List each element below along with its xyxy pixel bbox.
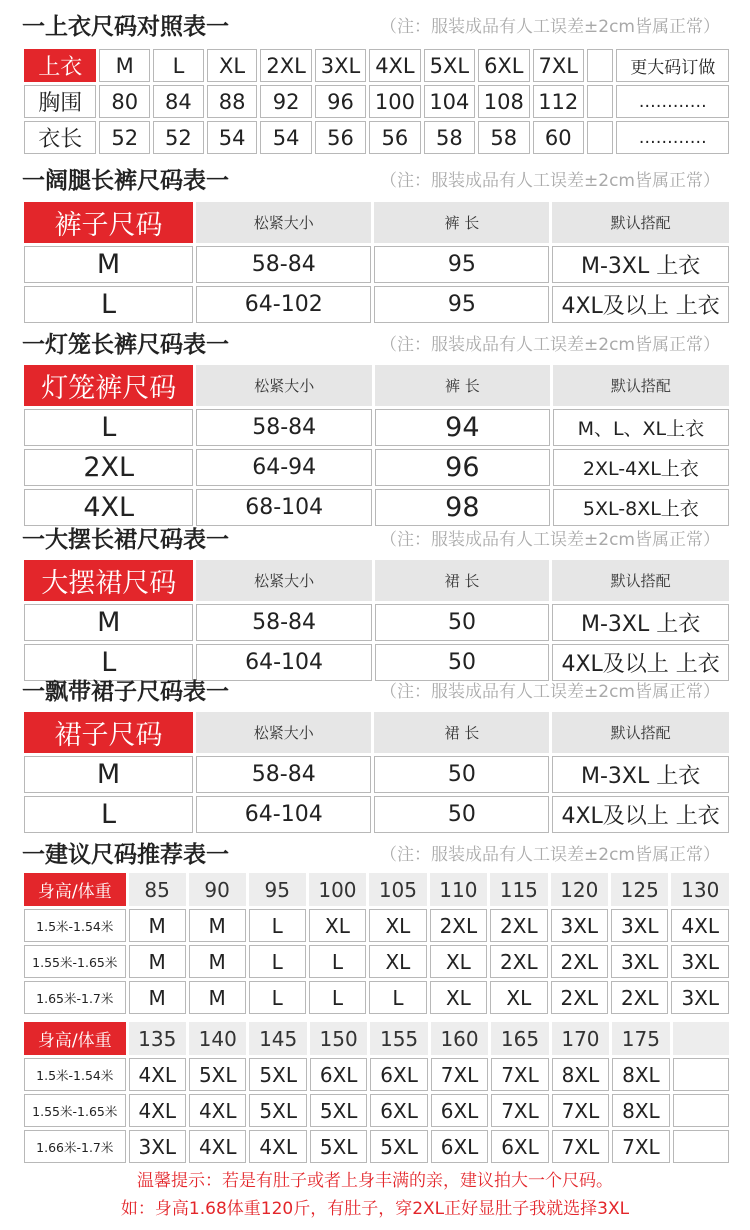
tops-header-cell bbox=[587, 49, 614, 82]
lantern-pants-waist: 68-104 bbox=[196, 489, 371, 526]
wide-pants-header-cell: 松紧大小 bbox=[196, 202, 371, 243]
tops-header-cell: L bbox=[153, 49, 204, 82]
recommend-1-size: 2XL bbox=[551, 981, 608, 1014]
lantern-pants-waist: 64-94 bbox=[196, 449, 371, 486]
recommend-2-size: 5XL bbox=[370, 1130, 427, 1163]
lantern-pants-size: 2XL bbox=[24, 449, 193, 486]
tops-cell: 56 bbox=[315, 121, 366, 154]
tip-line-2: 如：身高1.68体重120斤，有肚子，穿2XL正好显肚子我就选择3XL bbox=[120, 1199, 630, 1219]
tops-cell bbox=[587, 85, 614, 118]
recommend-2-size: 4XL bbox=[249, 1130, 306, 1163]
swing-skirt-row bbox=[24, 604, 729, 641]
recommend-1-size: XL bbox=[369, 945, 426, 978]
ribbon-skirt-waist: 58-84 bbox=[196, 756, 371, 793]
recommend-2-weight: 150 bbox=[310, 1022, 367, 1055]
recommend-1-size: 2XL bbox=[430, 909, 487, 942]
recommend-1-size: XL bbox=[490, 981, 547, 1014]
swing-skirt-section-title: 一大摆长裙尺码表一 bbox=[22, 527, 229, 553]
recommend-1-size: M bbox=[189, 981, 246, 1014]
recommend-2-size: 7XL bbox=[431, 1058, 488, 1091]
recommend-2-size: 6XL bbox=[370, 1094, 427, 1127]
recommend-2-size: 5XL bbox=[310, 1130, 367, 1163]
lantern-pants-size-table bbox=[21, 362, 732, 529]
tops-header-cell: 5XL bbox=[424, 49, 475, 82]
recommend-1-height: 1.5米-1.54米 bbox=[24, 909, 126, 942]
swing-skirt-header-cell: 松紧大小 bbox=[196, 560, 371, 601]
ribbon-skirt-length: 50 bbox=[374, 756, 549, 793]
recommend-1-row bbox=[24, 945, 729, 978]
recommend-1-weight: 105 bbox=[369, 873, 426, 906]
recommend-table-1 bbox=[21, 870, 732, 1017]
ribbon-skirt-section-title: 一飘带裙子尺码表一 bbox=[22, 679, 229, 705]
recommend-2-size bbox=[673, 1058, 729, 1091]
recommend-1-height: 1.65米-1.7米 bbox=[24, 981, 126, 1014]
recommend-1-size: L bbox=[369, 981, 426, 1014]
wide-pants-waist: 64-102 bbox=[196, 286, 371, 323]
recommend-1-size: L bbox=[249, 981, 306, 1014]
lantern-pants-length: 96 bbox=[375, 449, 550, 486]
recommend-2-size bbox=[673, 1130, 729, 1163]
recommend-1-size: 3XL bbox=[671, 981, 729, 1014]
recommend-1-size: 3XL bbox=[611, 909, 668, 942]
tops-row-label: 衣长 bbox=[24, 121, 96, 154]
recommend-2-height: 1.66米-1.7米 bbox=[24, 1130, 126, 1163]
wide-pants-header-cell: 默认搭配 bbox=[552, 202, 729, 243]
tops-cell: 54 bbox=[260, 121, 311, 154]
recommend-1-size: M bbox=[129, 909, 186, 942]
recommend-2-size: 6XL bbox=[310, 1058, 367, 1091]
recommend-2-size: 3XL bbox=[129, 1130, 186, 1163]
lantern-pants-section-note: （注：服装成品有人工误差±2cm皆属正常） bbox=[380, 335, 720, 355]
tops-cell: 54 bbox=[207, 121, 258, 154]
lantern-pants-section-title: 一灯笼长裤尺码表一 bbox=[22, 332, 229, 358]
recommend-2-weight: 165 bbox=[491, 1022, 548, 1055]
recommend-2-size: 4XL bbox=[129, 1094, 186, 1127]
recommend-1-size: 2XL bbox=[490, 909, 547, 942]
recommend-2-size: 4XL bbox=[189, 1130, 246, 1163]
recommend-1-size: M bbox=[189, 909, 246, 942]
recommend-1-size: 2XL bbox=[490, 945, 547, 978]
recommend-2-row bbox=[24, 1094, 729, 1127]
recommend-2-weight: 145 bbox=[249, 1022, 306, 1055]
recommend-2-size: 8XL bbox=[612, 1058, 669, 1091]
recommend-2-weight: 160 bbox=[431, 1022, 488, 1055]
swing-skirt-match: M-3XL 上衣 bbox=[552, 604, 729, 641]
wide-pants-header-label: 裤子尺码 bbox=[24, 202, 193, 243]
wide-pants-match: M-3XL 上衣 bbox=[552, 246, 729, 283]
tops-cell: 80 bbox=[99, 85, 150, 118]
ribbon-skirt-row bbox=[24, 796, 729, 833]
recommend-2-weight: 155 bbox=[370, 1022, 427, 1055]
recommend-1-height: 1.55米-1.65米 bbox=[24, 945, 126, 978]
tops-header-cell: 7XL bbox=[533, 49, 584, 82]
swing-skirt-length: 50 bbox=[375, 604, 550, 641]
tops-cell: 112 bbox=[533, 85, 584, 118]
ribbon-skirt-size: L bbox=[24, 796, 193, 833]
tops-cell: 88 bbox=[207, 85, 258, 118]
ribbon-skirt-waist: 64-104 bbox=[196, 796, 371, 833]
ribbon-skirt-header-cell: 松紧大小 bbox=[196, 712, 371, 753]
ribbon-skirt-section-note: （注：服装成品有人工误差±2cm皆属正常） bbox=[380, 682, 720, 702]
recommend-2-size: 7XL bbox=[491, 1058, 548, 1091]
recommend-table-2 bbox=[21, 1019, 732, 1166]
swing-skirt-size-table bbox=[21, 557, 732, 684]
tops-cell: 84 bbox=[153, 85, 204, 118]
recommend-2-weight: 175 bbox=[612, 1022, 669, 1055]
lantern-pants-header-cell: 默认搭配 bbox=[553, 365, 729, 406]
tops-cell: 52 bbox=[99, 121, 150, 154]
wide-pants-length: 95 bbox=[374, 286, 549, 323]
tops-cell-dots: ………… bbox=[616, 85, 729, 118]
swing-skirt-length: 50 bbox=[375, 644, 550, 681]
recommend-1-size: M bbox=[129, 981, 186, 1014]
wide-pants-section-note: （注：服装成品有人工误差±2cm皆属正常） bbox=[380, 171, 720, 191]
tops-cell: 60 bbox=[533, 121, 584, 154]
swing-skirt-header-row bbox=[24, 560, 729, 601]
tops-header-cell: 4XL bbox=[369, 49, 420, 82]
recommend-2-size: 4XL bbox=[129, 1058, 186, 1091]
tops-cell: 108 bbox=[478, 85, 529, 118]
swing-skirt-waist: 64-104 bbox=[196, 644, 371, 681]
swing-skirt-size: M bbox=[24, 604, 193, 641]
swing-skirt-match: 4XL及以上 上衣 bbox=[552, 644, 729, 681]
recommend-1-header-row bbox=[24, 873, 729, 906]
ribbon-skirt-header-row bbox=[24, 712, 729, 753]
wide-pants-size: M bbox=[24, 246, 193, 283]
lantern-pants-match: M、L、XL上衣 bbox=[553, 409, 729, 446]
recommend-section-note: （注：服装成品有人工误差±2cm皆属正常） bbox=[380, 845, 720, 865]
lantern-pants-row bbox=[24, 489, 729, 526]
recommend-2-size: 6XL bbox=[431, 1094, 488, 1127]
tops-cell: 58 bbox=[478, 121, 529, 154]
recommend-1-size: M bbox=[189, 945, 246, 978]
wide-pants-match: 4XL及以上 上衣 bbox=[552, 286, 729, 323]
recommend-2-size: 4XL bbox=[189, 1094, 246, 1127]
recommend-1-row bbox=[24, 909, 729, 942]
recommend-2-height: 1.55米-1.65米 bbox=[24, 1094, 126, 1127]
ribbon-skirt-match: M-3XL 上衣 bbox=[552, 756, 729, 793]
tops-section-title: 一上衣尺码对照表一 bbox=[22, 14, 229, 40]
recommend-1-weight: 110 bbox=[430, 873, 487, 906]
recommend-2-weight: 135 bbox=[129, 1022, 186, 1055]
wide-pants-row bbox=[24, 286, 729, 323]
swing-skirt-header-cell: 裙 长 bbox=[375, 560, 550, 601]
recommend-2-size: 6XL bbox=[370, 1058, 427, 1091]
tops-section-note: （注：服装成品有人工误差±2cm皆属正常） bbox=[380, 17, 720, 37]
wide-pants-length: 95 bbox=[374, 246, 549, 283]
lantern-pants-header-row bbox=[24, 365, 729, 406]
lantern-pants-size: L bbox=[24, 409, 193, 446]
tops-header-cell: XL bbox=[207, 49, 258, 82]
recommend-2-size: 5XL bbox=[249, 1058, 306, 1091]
ribbon-skirt-size-table bbox=[21, 709, 732, 836]
wide-pants-waist: 58-84 bbox=[196, 246, 371, 283]
tops-cell: 96 bbox=[315, 85, 366, 118]
wide-pants-size-table bbox=[21, 199, 732, 326]
wide-pants-header-cell: 裤 长 bbox=[374, 202, 549, 243]
recommend-1-size: XL bbox=[430, 945, 487, 978]
tops-cell: 56 bbox=[369, 121, 420, 154]
ribbon-skirt-header-cell: 裙 长 bbox=[374, 712, 549, 753]
tops-header-custom: 更大码订做 bbox=[616, 49, 729, 82]
lantern-pants-size: 4XL bbox=[24, 489, 193, 526]
ribbon-skirt-match: 4XL及以上 上衣 bbox=[552, 796, 729, 833]
ribbon-skirt-length: 50 bbox=[374, 796, 549, 833]
recommend-1-size: M bbox=[129, 945, 186, 978]
recommend-2-size: 6XL bbox=[431, 1130, 488, 1163]
lantern-pants-waist: 58-84 bbox=[196, 409, 371, 446]
ribbon-skirt-size: M bbox=[24, 756, 193, 793]
tops-header-cell: 3XL bbox=[315, 49, 366, 82]
swing-skirt-size: L bbox=[24, 644, 193, 681]
lantern-pants-length: 94 bbox=[375, 409, 550, 446]
recommend-2-size bbox=[673, 1094, 729, 1127]
recommend-1-weight: 90 bbox=[189, 873, 246, 906]
recommend-1-size: 2XL bbox=[551, 945, 608, 978]
tops-row-length bbox=[24, 121, 729, 154]
ribbon-skirt-row bbox=[24, 756, 729, 793]
lantern-pants-length: 98 bbox=[375, 489, 550, 526]
tops-header-row bbox=[24, 49, 729, 82]
lantern-pants-header-label: 灯笼裤尺码 bbox=[24, 365, 193, 406]
recommend-2-size: 7XL bbox=[552, 1094, 609, 1127]
recommend-1-size: L bbox=[249, 909, 306, 942]
recommend-1-weight: 95 bbox=[249, 873, 306, 906]
recommend-2-row bbox=[24, 1058, 729, 1091]
tops-cell: 100 bbox=[369, 85, 420, 118]
lantern-pants-match: 5XL-8XL上衣 bbox=[553, 489, 729, 526]
wide-pants-size: L bbox=[24, 286, 193, 323]
recommend-2-size: 7XL bbox=[491, 1094, 548, 1127]
recommend-2-size: 6XL bbox=[491, 1130, 548, 1163]
tops-cell bbox=[587, 121, 614, 154]
wide-pants-header-row bbox=[24, 202, 729, 243]
recommend-1-size: XL bbox=[369, 909, 426, 942]
recommend-1-weight: 85 bbox=[129, 873, 186, 906]
recommend-1-size: XL bbox=[309, 909, 366, 942]
swing-skirt-waist: 58-84 bbox=[196, 604, 371, 641]
lantern-pants-row bbox=[24, 449, 729, 486]
recommend-1-size: 3XL bbox=[551, 909, 608, 942]
tops-cell: 58 bbox=[424, 121, 475, 154]
recommend-1-size: XL bbox=[430, 981, 487, 1014]
tops-row-bust bbox=[24, 85, 729, 118]
recommend-1-size: 3XL bbox=[611, 945, 668, 978]
recommend-section-title: 一建议尺码推荐表一 bbox=[22, 842, 229, 868]
recommend-1-weight: 120 bbox=[551, 873, 608, 906]
recommend-1-size: L bbox=[309, 945, 366, 978]
swing-skirt-header-cell: 默认搭配 bbox=[552, 560, 729, 601]
lantern-pants-row bbox=[24, 409, 729, 446]
tops-header-cell: M bbox=[99, 49, 150, 82]
recommend-2-weight: 140 bbox=[189, 1022, 246, 1055]
recommend-2-size: 8XL bbox=[552, 1058, 609, 1091]
recommend-2-header-label: 身高/体重 bbox=[24, 1022, 126, 1055]
tops-cell: 52 bbox=[153, 121, 204, 154]
recommend-1-size: 4XL bbox=[671, 909, 729, 942]
tops-row-label: 胸围 bbox=[24, 85, 96, 118]
swing-skirt-header-label: 大摆裙尺码 bbox=[24, 560, 193, 601]
recommend-1-size: L bbox=[309, 981, 366, 1014]
ribbon-skirt-header-cell: 默认搭配 bbox=[552, 712, 729, 753]
wide-pants-row bbox=[24, 246, 729, 283]
lantern-pants-match: 2XL-4XL上衣 bbox=[553, 449, 729, 486]
tip-line-1: 温馨提示：若是有肚子或者上身丰满的亲，建议拍大一个尺码。 bbox=[137, 1171, 613, 1191]
lantern-pants-header-cell: 松紧大小 bbox=[196, 365, 371, 406]
recommend-1-row bbox=[24, 981, 729, 1014]
tops-size-table bbox=[21, 46, 732, 157]
recommend-2-size: 5XL bbox=[189, 1058, 246, 1091]
recommend-2-weight: 170 bbox=[552, 1022, 609, 1055]
lantern-pants-header-cell: 裤 长 bbox=[375, 365, 550, 406]
recommend-2-height: 1.5米-1.54米 bbox=[24, 1058, 126, 1091]
recommend-1-size: 2XL bbox=[611, 981, 668, 1014]
recommend-2-size: 8XL bbox=[612, 1094, 669, 1127]
recommend-1-weight: 100 bbox=[309, 873, 366, 906]
tops-header-label: 上衣 bbox=[24, 49, 96, 82]
tops-cell: 104 bbox=[424, 85, 475, 118]
recommend-2-size: 7XL bbox=[552, 1130, 609, 1163]
recommend-2-weight bbox=[673, 1022, 729, 1055]
tops-cell-dots: ………… bbox=[616, 121, 729, 154]
wide-pants-section-title: 一阔腿长裤尺码表一 bbox=[22, 168, 229, 194]
recommend-2-size: 5XL bbox=[249, 1094, 306, 1127]
recommend-1-size: 3XL bbox=[671, 945, 729, 978]
recommend-2-header-row bbox=[24, 1022, 729, 1055]
recommend-1-header-label: 身高/体重 bbox=[24, 873, 126, 906]
recommend-2-row bbox=[24, 1130, 729, 1163]
tops-cell: 92 bbox=[260, 85, 311, 118]
tops-header-cell: 6XL bbox=[478, 49, 529, 82]
recommend-2-size: 7XL bbox=[612, 1130, 669, 1163]
tops-header-cell: 2XL bbox=[260, 49, 311, 82]
recommend-1-weight: 130 bbox=[671, 873, 729, 906]
ribbon-skirt-header-label: 裙子尺码 bbox=[24, 712, 193, 753]
recommend-1-size: L bbox=[249, 945, 306, 978]
recommend-2-size: 5XL bbox=[310, 1094, 367, 1127]
recommend-1-weight: 125 bbox=[611, 873, 668, 906]
recommend-1-weight: 115 bbox=[490, 873, 547, 906]
swing-skirt-section-note: （注：服装成品有人工误差±2cm皆属正常） bbox=[380, 530, 720, 550]
